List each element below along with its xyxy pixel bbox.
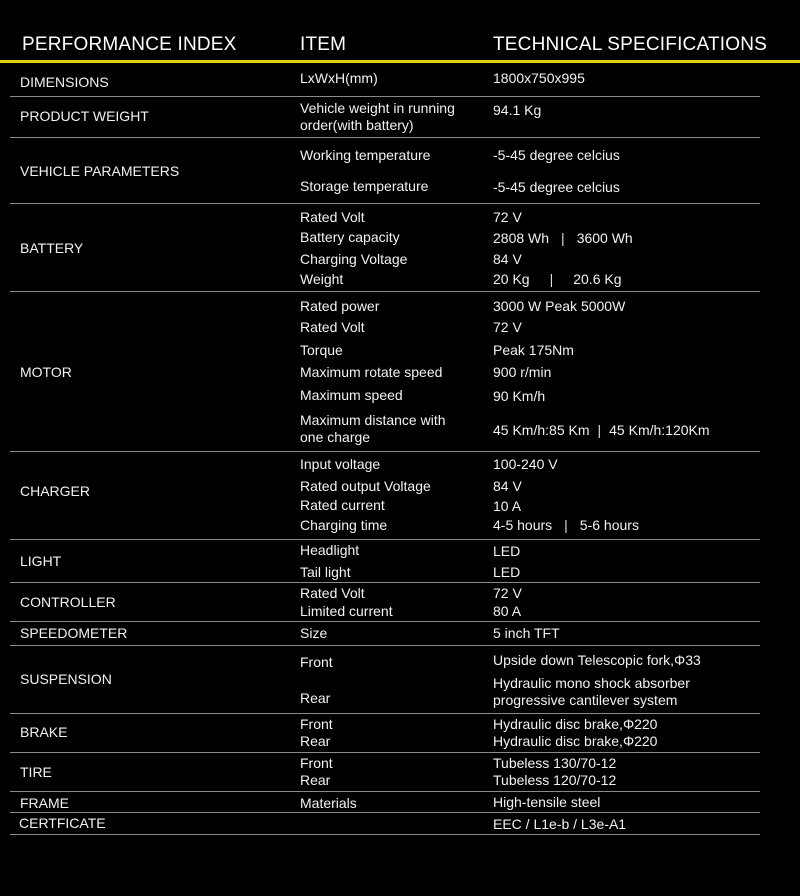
header-accent-line — [0, 60, 800, 63]
item-storage-temperature: Storage temperature — [300, 178, 429, 194]
item-headlight: Headlight — [300, 542, 360, 558]
item-tail-light: Tail light — [300, 564, 351, 580]
item-vehicle-weight-line2: order(with battery) — [300, 117, 414, 133]
spec-rated-output-voltage: 84 V — [493, 478, 522, 494]
spec-speedometer-size: 5 inch TFT — [493, 625, 560, 641]
item-rated-power: Rated power — [300, 298, 380, 314]
spec-suspension-rear-line2: progressive cantilever system — [493, 692, 678, 708]
item-limited-current: Limited current — [300, 603, 393, 619]
spec-divider: | — [561, 230, 565, 246]
header-technical-specifications: TECHNICAL SPECIFICATIONS — [493, 34, 768, 55]
row-separator — [10, 539, 760, 540]
spec-tire-rear: Tubeless 120/70-12 — [493, 772, 617, 788]
item-battery-rated-volt: Rated Volt — [300, 209, 365, 225]
spec-limited-current: 80 A — [493, 603, 522, 619]
spec-torque: Peak 175Nm — [493, 342, 574, 358]
spec-charging-voltage: 84 V — [493, 251, 522, 267]
item-charging-voltage: Charging Voltage — [300, 251, 408, 267]
spec-working-temperature: -5-45 degree celcius — [493, 147, 620, 163]
item-charging-time: Charging time — [300, 517, 388, 533]
spec-battery-weight-b: 20.6 Kg — [573, 271, 622, 287]
spec-suspension-rear-line1: Hydraulic mono shock absorber — [493, 675, 690, 691]
spec-tire-front: Tubeless 130/70-12 — [493, 755, 617, 771]
item-vehicle-weight-line1: Vehicle weight in running — [300, 100, 455, 116]
row-separator — [10, 645, 760, 646]
item-suspension-front: Front — [300, 654, 333, 670]
item-rated-output-voltage: Rated output Voltage — [300, 478, 431, 494]
row-separator — [10, 752, 760, 753]
item-battery-capacity: Battery capacity — [300, 229, 400, 245]
spec-max-distance — [493, 422, 710, 438]
spec-divider: | — [564, 517, 568, 533]
spec-suspension-front: Upside down Telescopic fork,Φ33 — [493, 652, 701, 668]
spec-input-voltage: 100-240 V — [493, 456, 558, 472]
spec-max-rotate-speed: 900 r/min — [493, 364, 552, 380]
row-separator — [10, 791, 760, 792]
item-working-temperature: Working temperature — [300, 147, 431, 163]
item-rated-current: Rated current — [300, 497, 385, 513]
row-separator — [10, 451, 760, 452]
spec-charging-time-a: 4-5 hours — [493, 517, 553, 533]
row-separator — [10, 812, 760, 813]
item-dimensions: LxWxH(mm) — [300, 70, 378, 86]
item-max-speed: Maximum speed — [300, 387, 403, 403]
item-controller-rated-volt: Rated Volt — [300, 585, 365, 601]
category-light: LIGHT — [20, 553, 62, 569]
row-separator — [10, 137, 760, 138]
spec-brake-rear: Hydraulic disc brake,Φ220 — [493, 733, 658, 749]
item-frame-materials: Materials — [300, 795, 357, 811]
spec-divider: | — [549, 271, 554, 287]
spec-certificate: EEC / L1e-b / L3e-A1 — [493, 816, 627, 832]
spec-battery-capacity-b: 3600 Wh — [576, 230, 633, 246]
item-motor-rated-volt: Rated Volt — [300, 319, 365, 335]
spec-divider: | — [597, 422, 602, 438]
item-torque: Torque — [300, 342, 343, 358]
category-certificate: CERTFICATE — [19, 815, 106, 831]
spec-charging-time-b: 5-6 hours — [579, 517, 639, 533]
category-brake: BRAKE — [20, 724, 68, 740]
item-brake-front: Front — [300, 716, 333, 732]
spec-frame-materials: High-tensile steel — [493, 794, 601, 810]
row-separator — [10, 713, 760, 714]
row-separator — [10, 621, 760, 622]
item-max-rotate-speed: Maximum rotate speed — [300, 364, 443, 380]
spec-tail-light: LED — [493, 564, 521, 580]
category-controller: CONTROLLER — [20, 594, 116, 610]
header-performance-index: PERFORMANCE INDEX — [22, 34, 237, 55]
spec-charging-time — [493, 517, 639, 533]
category-charger: CHARGER — [20, 483, 91, 499]
spec-vehicle-weight: 94.1 Kg — [493, 102, 542, 118]
spec-battery-weight-a: 20 Kg — [493, 271, 530, 287]
spec-controller-rated-volt: 72 V — [493, 585, 522, 601]
spec-battery-capacity-a: 2808 Wh — [493, 230, 550, 246]
item-suspension-rear: Rear — [300, 690, 331, 706]
spec-battery-rated-volt: 72 V — [493, 209, 522, 225]
category-motor: MOTOR — [20, 364, 72, 380]
row-separator — [10, 203, 760, 204]
spec-rated-power: 3000 W Peak 5000W — [493, 298, 626, 314]
category-dimensions: DIMENSIONS — [20, 74, 109, 90]
item-input-voltage: Input voltage — [300, 456, 381, 472]
spec-max-distance-a: 45 Km/h:85 Km — [493, 422, 590, 438]
category-tire: TIRE — [20, 764, 52, 780]
spec-max-speed: 90 Km/h — [493, 388, 546, 404]
category-suspension: SUSPENSION — [20, 671, 112, 687]
spec-rated-current: 10 A — [493, 498, 522, 514]
item-battery-weight: Weight — [300, 271, 344, 287]
row-separator — [10, 582, 760, 583]
item-tire-rear: Rear — [300, 772, 331, 788]
spec-brake-front: Hydraulic disc brake,Φ220 — [493, 716, 658, 732]
item-max-distance-line1: Maximum distance with — [300, 412, 446, 428]
spec-headlight: LED — [493, 543, 521, 559]
spec-battery-weight — [493, 271, 622, 287]
category-frame: FRAME — [20, 795, 69, 811]
spec-battery-capacity — [493, 230, 633, 246]
item-max-distance-line2: one charge — [300, 429, 371, 445]
item-tire-front: Front — [300, 755, 333, 771]
spec-max-distance-b: 45 Km/h:120Km — [609, 422, 710, 438]
spec-storage-temperature: -5-45 degree celcius — [493, 179, 620, 195]
row-separator — [10, 834, 760, 835]
category-battery: BATTERY — [20, 240, 84, 256]
category-product-weight: PRODUCT WEIGHT — [20, 108, 149, 124]
category-speedometer: SPEEDOMETER — [20, 625, 128, 641]
spec-motor-rated-volt: 72 V — [493, 319, 522, 335]
item-brake-rear: Rear — [300, 733, 331, 749]
spec-dimensions: 1800x750x995 — [493, 70, 585, 86]
item-speedometer-size: Size — [300, 625, 328, 641]
category-vehicle-parameters: VEHICLE PARAMETERS — [20, 163, 180, 179]
row-separator — [10, 291, 760, 292]
row-separator — [10, 96, 760, 97]
header-item: ITEM — [300, 34, 347, 55]
